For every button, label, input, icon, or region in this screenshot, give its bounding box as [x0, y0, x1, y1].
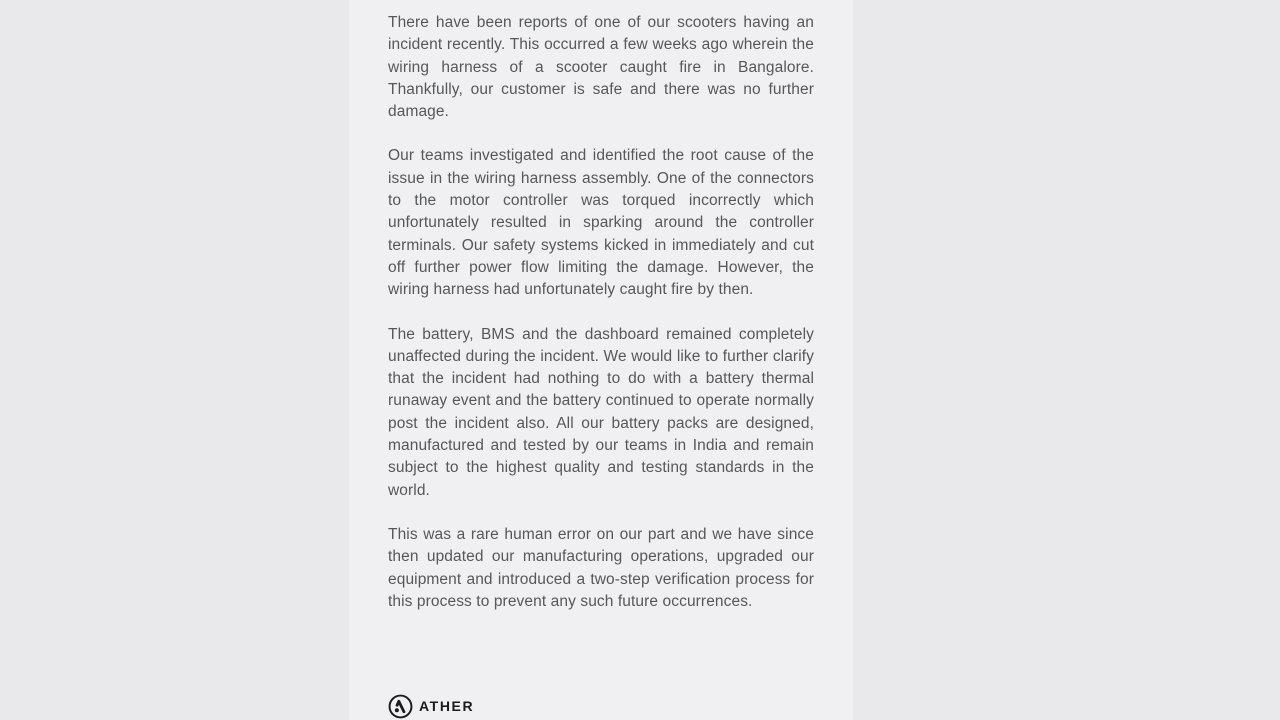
brand-footer: [388, 693, 474, 719]
statement-document: [349, 0, 853, 720]
statement-text: [349, 0, 853, 613]
statement-paragraph-resolution: This was a rare human error on our part and we have since then updated our manufacturing operations, upgraded our equipment and introduced a two-step verification process for this process to prevent any such future occurrences.: [388, 525, 814, 610]
brand-wordmark: ATHER: [419, 697, 475, 714]
ather-logo-icon: [388, 694, 413, 719]
statement-paragraph-incident: There have been reports of one of our scooters having an incident recently. This occurred a few weeks ago wherein the wiring harness of a scooter caught fire in Bangalore. Thankfully, our customer is safe and there was no further damage.: [388, 14, 814, 121]
statement-paragraph-battery: The battery, BMS and the dashboard remained completely unaffected during the incident. We would like to further clarify that the incident had nothing to do with a battery thermal runaway event and the battery continued to operate normally post the incident also. All our battery packs are designed, manufactured and tested by our teams in India and remain subject to the highest quality and testing standards in the world.: [388, 325, 814, 499]
statement-paragraph-root-cause: Our teams investigated and identified the root cause of the issue in the wiring harness assembly. One of the connectors to the motor controller was torqued incorrectly which unfortunately resulted in sparking around the controller terminals. Our safety systems kicked in immediately and cut off further power flow limiting the damage. However, the wiring harness had unfortunately caught fire by then.: [388, 147, 814, 299]
